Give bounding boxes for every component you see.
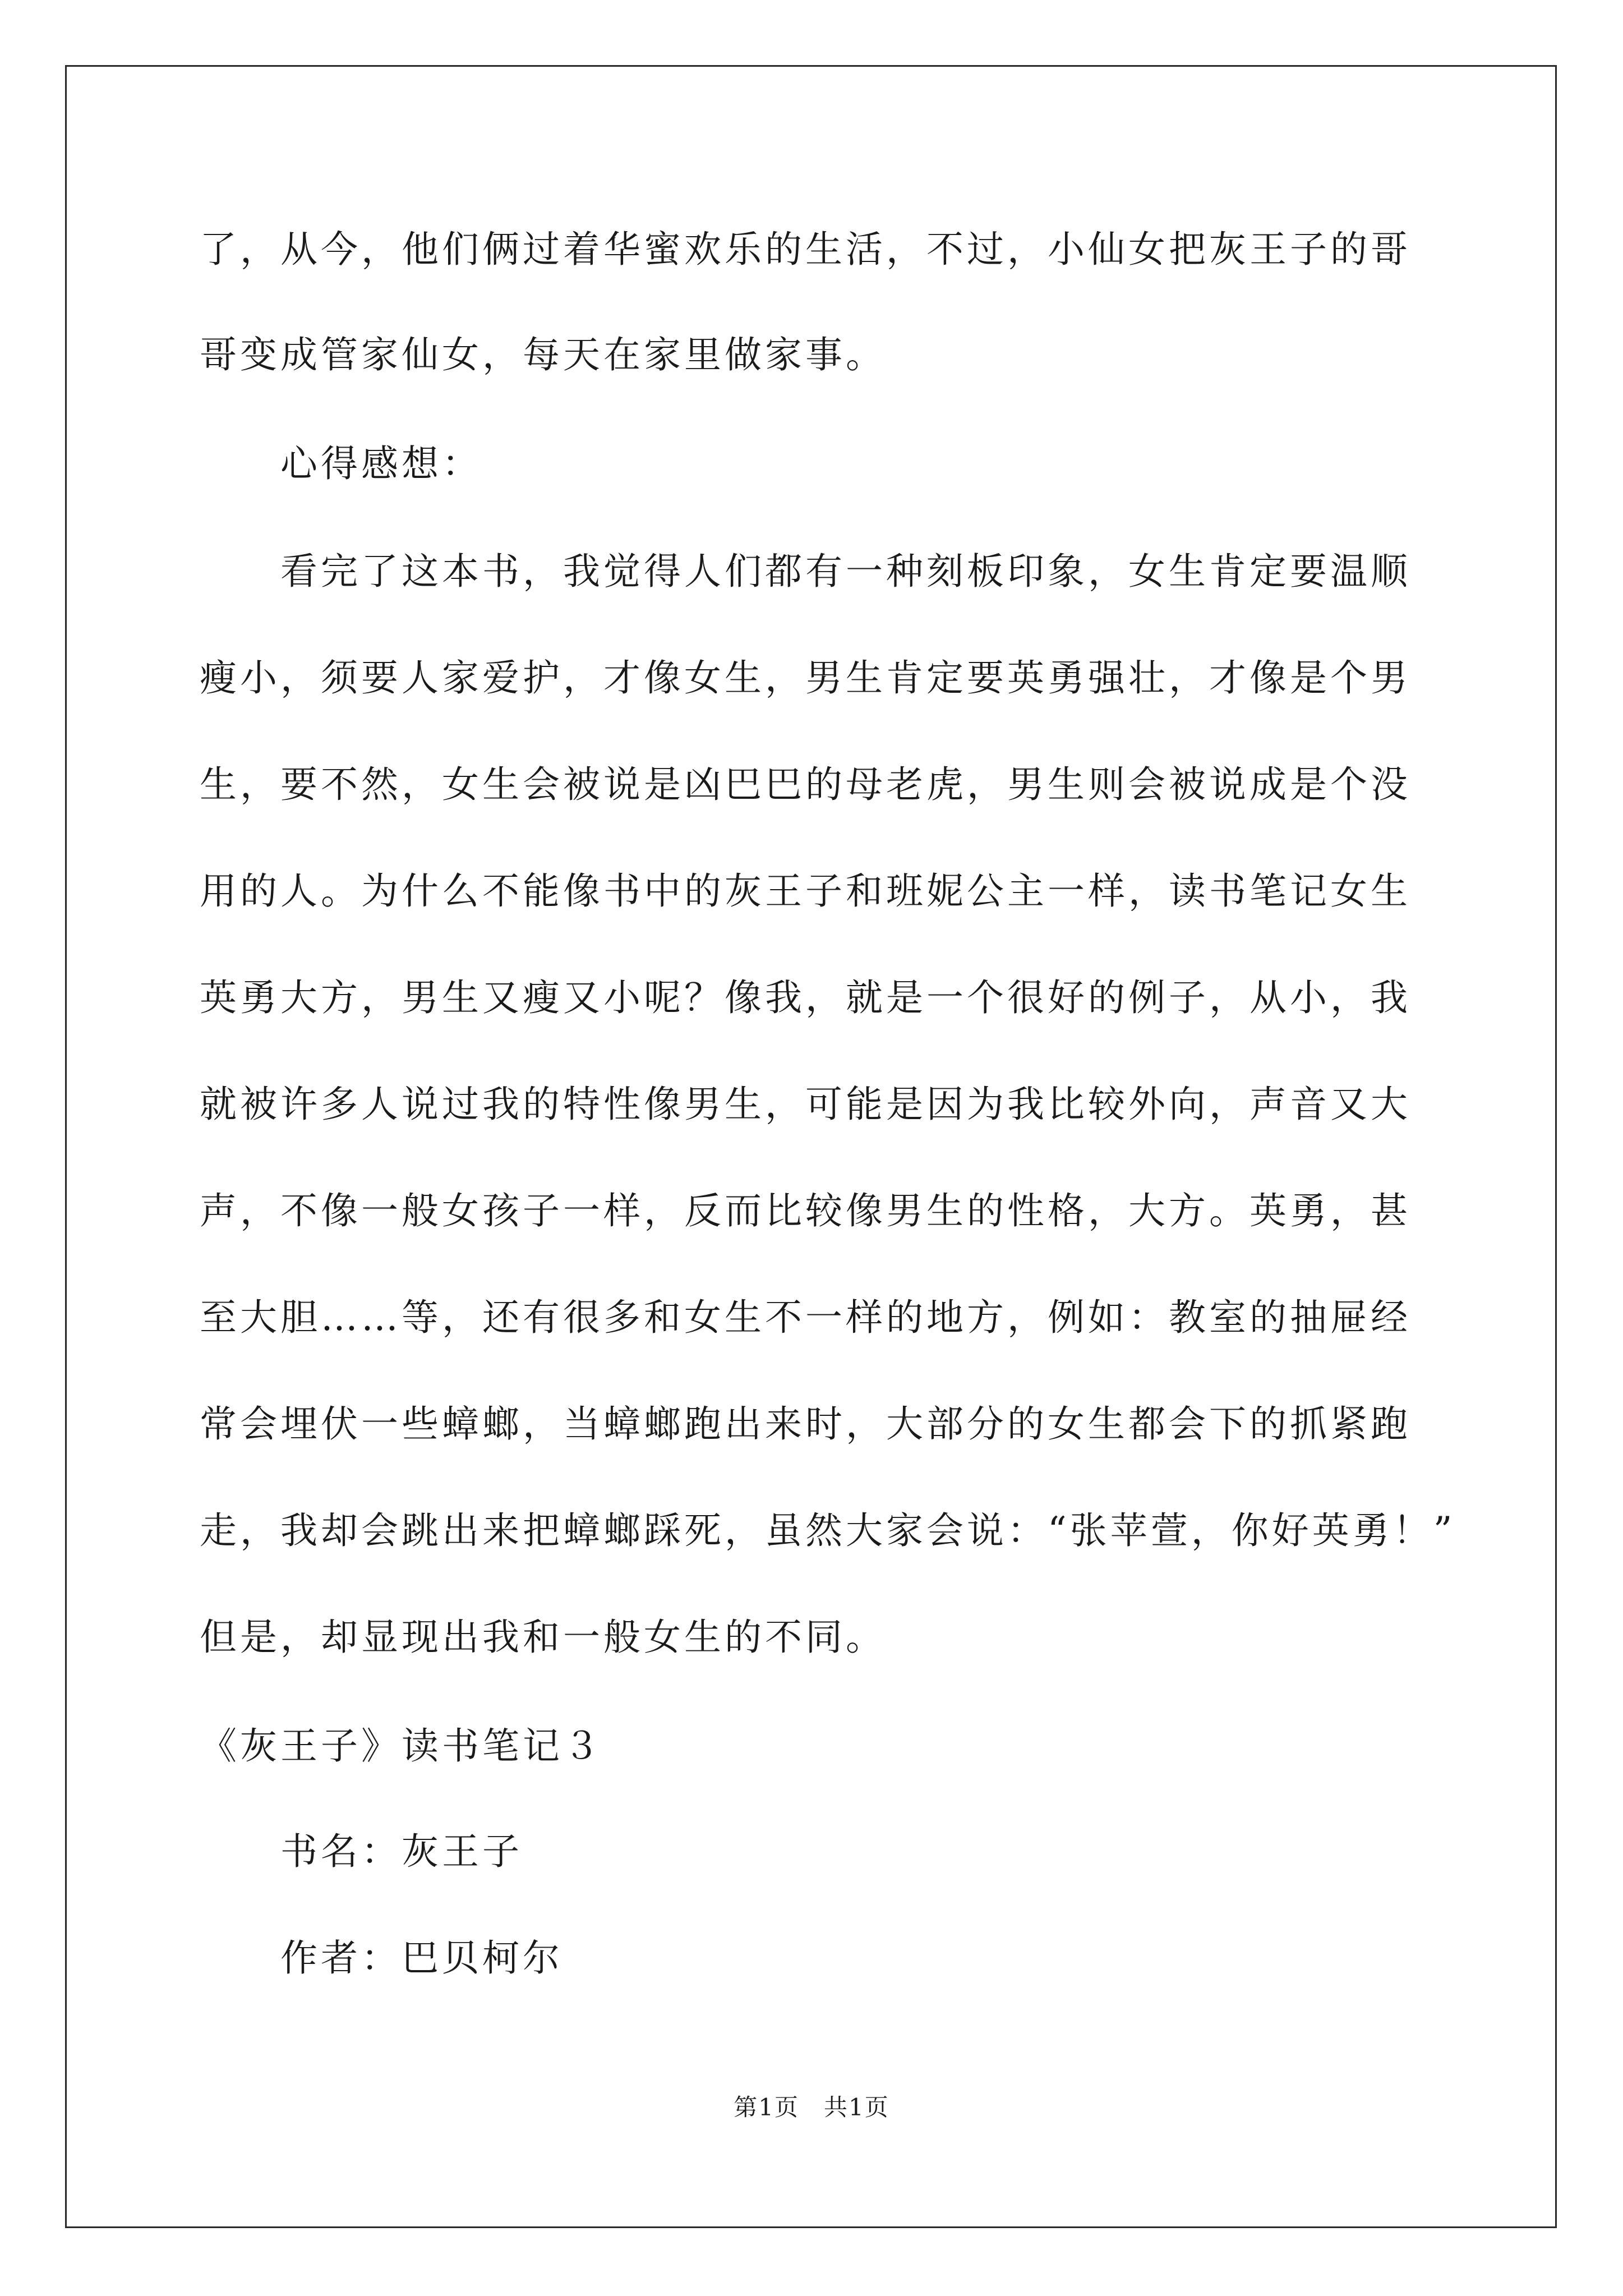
body-line-10: 声，不像一般女孩子一样，反而比较像男生的性格，大方。英勇，甚 xyxy=(200,1189,1411,1232)
body-line-8: 英勇大方，男生又瘦又小呢？像我，就是一个很好的例子，从小，我 xyxy=(200,976,1411,1019)
body-line-13: 走，我却会跳出来把蟑螂踩死，虽然大家会说：“张苹萱，你好英勇！” xyxy=(200,1509,1456,1552)
body-line-5: 瘦小，须要人家爱护，才像女生，男生肯定要英勇强壮，才像是个男 xyxy=(200,656,1411,700)
body-line-14: 但是，却显现出我和一般女生的不同。 xyxy=(200,1616,886,1659)
body-line-7: 用的人。为什么不能像书中的灰王子和班妮公主一样，读书笔记女生 xyxy=(200,869,1411,913)
section-title: 《灰王子》读书笔记３ xyxy=(200,1724,603,1768)
body-line-2: 哥变成管家仙女，每天在家里做家事。 xyxy=(200,333,886,376)
body-line-12: 常会埋伏一些蟑螂，当蟑螂跑出来时，大部分的女生都会下的抓紧跑 xyxy=(200,1402,1411,1446)
body-line-1: 了，从今，他们俩过着华蜜欢乐的生活，不过，小仙女把灰王子的哥 xyxy=(200,228,1411,271)
page-number-footer: 第1页 共1页 xyxy=(734,2093,889,2121)
body-line-4: 看完了这本书，我觉得人们都有一种刻板印象，女生肯定要温顺 xyxy=(280,550,1411,593)
page-border xyxy=(65,65,1557,2228)
author-line: 作者：巴贝柯尔 xyxy=(280,1936,563,1980)
body-line-6: 生，要不然，女生会被说是凶巴巴的母老虎，男生则会被说成是个没 xyxy=(200,763,1411,806)
body-line-9: 就被许多人说过我的特性像男生，可能是因为我比较外向，声音又大 xyxy=(200,1083,1411,1126)
body-line-11: 至大胆……等，还有很多和女生不一样的地方，例如：教室的抽屉经 xyxy=(200,1296,1411,1339)
book-name-line: 书名：灰王子 xyxy=(280,1830,523,1873)
section-heading-reflections: 心得感想： xyxy=(280,442,482,485)
